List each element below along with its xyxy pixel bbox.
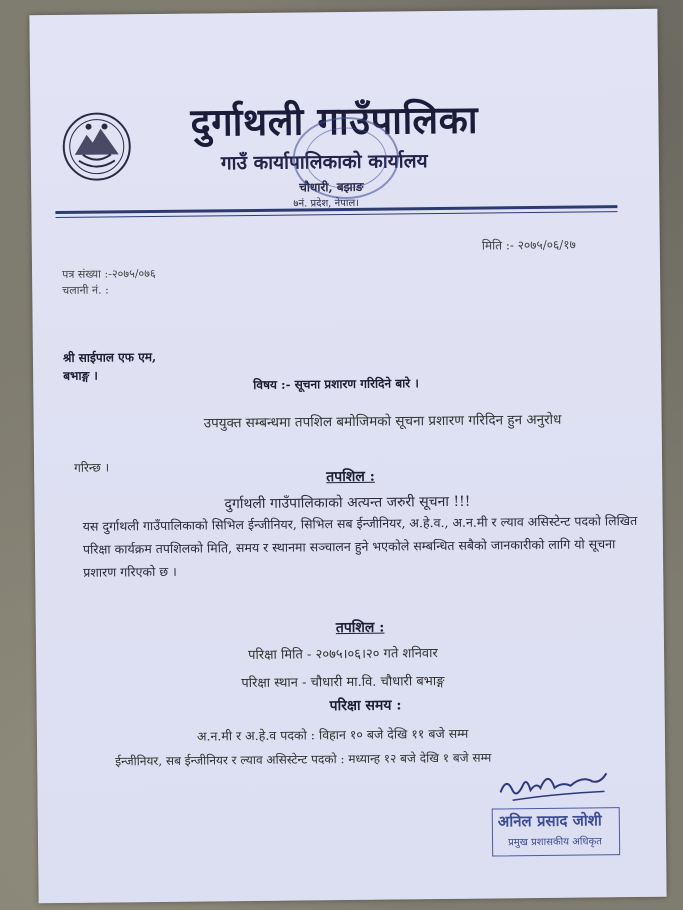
municipality-title: दुर्गाथली गाउँपालिका [190,96,479,145]
office-address: चौधारी, बझाङ [299,179,364,195]
details-heading: तपशिल : [326,468,375,486]
office-stamp [270,107,421,209]
dispatch-number: चलानी नं. : [62,283,109,297]
exam-time-1: अ.न.मी र अ.हे.व पदको : विहान १० बजे देखि ११ बजे सम्म [196,725,469,744]
notice-body: यस दुर्गाथली गाउँपालिकाको सिभिल ईन्जीनियर, सिभिल सब ईन्जीनियर, अ.हे.व., अ.न.मी र ल्याव असिस्टेन्ट पदको लिखित परिक्षा कार्यक्रम तपशिलको मिति, समय र स्थानमा सञ्चालन हुने भएकोले सम्बन्धित सबैको जानकारीको लागि यो सूचना प्रशारण गरिएको छ । [82,512,638,580]
government-emblem-icon [60,110,133,183]
details-heading-2: तपशिल : [335,619,385,637]
office-province: ७नं. प्रदेश, नेपाल। [293,197,360,210]
exam-date: परिक्षा मिति - २०७५।०६।२० गते शनिवार [248,646,438,664]
recipient-place: बभाङ्ग । [63,368,98,383]
signatory-title: प्रमुख प्रशासकीय अधिकृत [508,836,603,849]
letter-number: पत्र संख्या :-२०७५/०७६ [62,267,156,281]
office-subtitle: गाउँ कार्यापालिकाको कार्यालय [220,150,428,175]
letter-subject: विषय :- सूचना प्रशारण गरिदिने बारे । [253,376,419,392]
exam-place: परिक्षा स्थान - चौधारी मा.वि. चौधारी बभाङ्ग [241,674,445,692]
exam-time-heading: परिक्षा समय : [329,697,402,715]
request-line: उपयुक्त सम्बन्धमा तपशिल बमोजिमको सूचना प्रशारण गरिदिन हुन अनुरोध [203,411,562,432]
letter-date: मिति :- २०७५/०६/१७ [481,237,576,253]
signatory-name: अनिल प्रसाद जोशी [497,811,602,831]
letter-paper [29,9,666,904]
recipient-name: श्री साईपाल एफ एम, [62,350,157,365]
handwritten-signature [492,761,612,808]
urgent-notice: दुर्गाथली गाउँपालिकाको अत्यन्त जरुरी सूचना !!! [224,493,471,513]
exam-time-2: ईन्जीनियर, सब ईन्जीनियर र ल्याव असिस्टेन्ट पदको : मध्यान्ह १२ बजे देखि १ बजे सम्म [115,750,492,769]
request-line-end: गरिन्छ । [74,460,110,475]
